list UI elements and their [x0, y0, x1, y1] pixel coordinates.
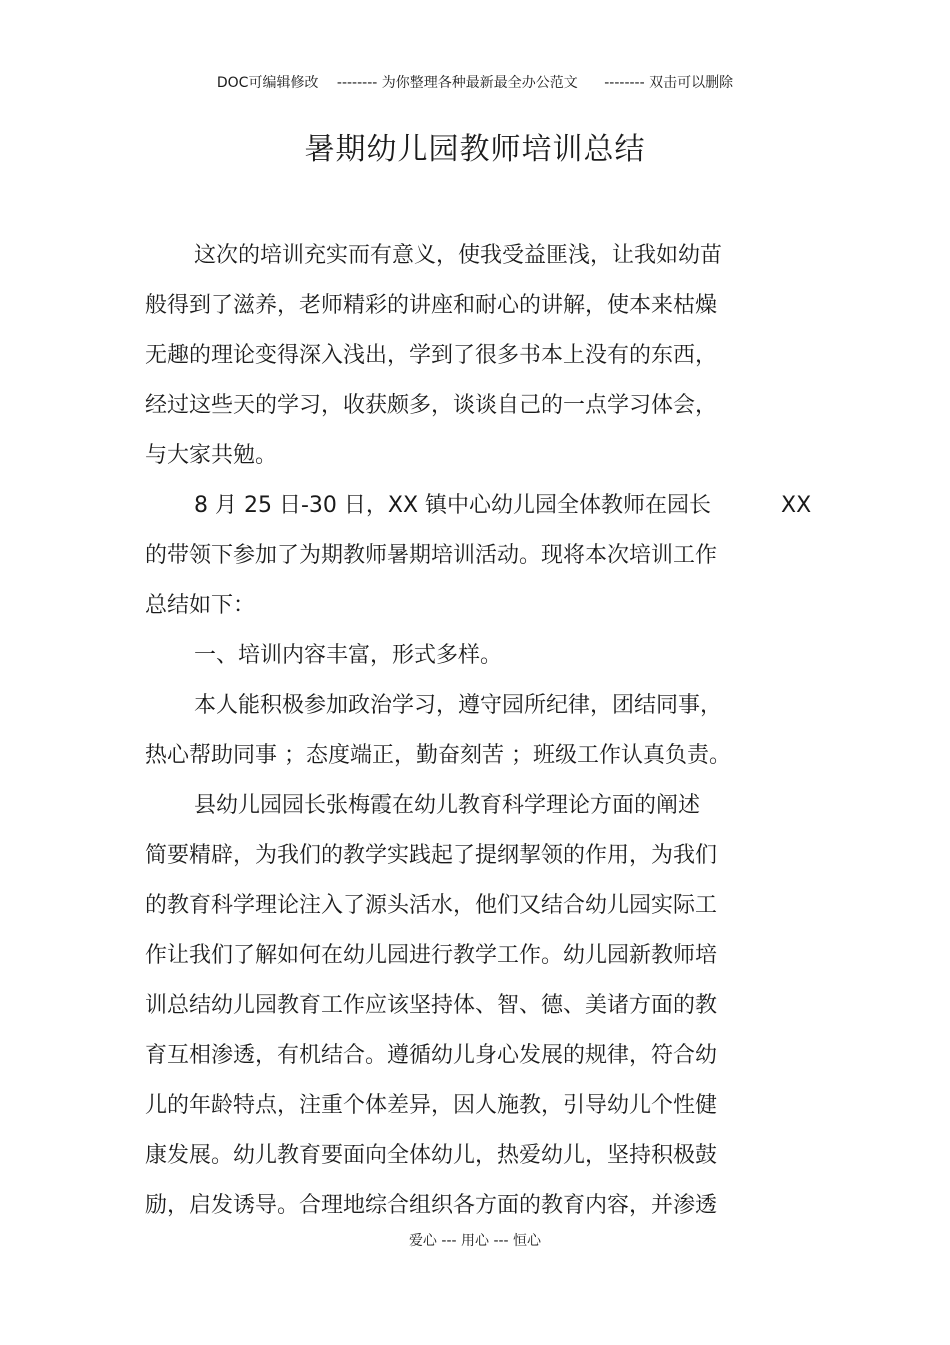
page-footer: 爱心 --- 用心 --- 恒心 — [408, 1233, 542, 1249]
header-delete-hint: -------- 双击可以删除 — [604, 75, 734, 91]
paragraph-line: 康发展。幼儿教育要面向全体幼儿，热爱幼儿，坚持积极鼓 — [145, 1143, 718, 1168]
paragraph-line: 与大家共勉。 — [145, 443, 278, 468]
paragraph-line: 作让我们了解如何在幼儿园进行教学工作。幼儿园新教师培 — [145, 943, 718, 968]
document-title: 暑期幼儿园教师培训总结 — [304, 132, 646, 167]
paragraph-line: 总结如下： — [145, 593, 256, 618]
paragraph-line: 8 月 25 日-30 日，XX 镇中心幼儿园全体教师在园长 — [194, 493, 712, 518]
paragraph-line: 这次的培训充实而有意义，使我受益匪浅，让我如幼苗 — [194, 243, 723, 268]
header-doc-label: DOC可编辑修改 — [216, 75, 319, 91]
paragraph-line-tail: XX — [781, 493, 812, 518]
paragraph-line: 县幼儿园园长张梅霞在幼儿教育科学理论方面的阐述 — [194, 793, 701, 818]
paragraph-line: 励，启发诱导。合理地综合组织各方面的教育内容，并渗透 — [145, 1193, 718, 1218]
paragraph-line: 本人能积极参加政治学习，遵守园所纪律，团结同事， — [194, 693, 723, 718]
paragraph-line: 的带领下参加了为期教师暑期培训活动。现将本次培训工作 — [145, 543, 718, 568]
paragraph-line: 的教育科学理论注入了源头活水，他们又结合幼儿园实际工 — [145, 893, 718, 918]
section-heading: 一、培训内容丰富，形式多样。 — [194, 643, 503, 668]
paragraph-line: 育互相渗透，有机结合。遵循幼儿身心发展的规律，符合幼 — [145, 1043, 718, 1068]
header-description: -------- 为你整理各种最新最全办公范文 — [336, 75, 578, 91]
paragraph-line: 简要精辟，为我们的教学实践起了提纲挈领的作用，为我们 — [145, 843, 718, 868]
paragraph-line: 热心帮助同事 ；态度端正，勤奋刻苦 ；班级工作认真负责。 — [145, 743, 731, 768]
paragraph-line: 训总结幼儿园教育工作应该坚持体、智、德、美诸方面的教 — [145, 993, 718, 1018]
paragraph-line: 无趣的理论变得深入浅出，学到了很多书本上没有的东西， — [145, 343, 718, 368]
paragraph-line: 般得到了滋养，老师精彩的讲座和耐心的讲解，使本来枯燥 — [145, 293, 718, 318]
page-header — [0, 72, 950, 92]
paragraph-line: 儿的年龄特点，注重个体差异，因人施教，引导幼儿个性健 — [145, 1093, 718, 1118]
paragraph-line: 经过这些天的学习，收获颇多，谈谈自己的一点学习体会， — [145, 393, 718, 418]
